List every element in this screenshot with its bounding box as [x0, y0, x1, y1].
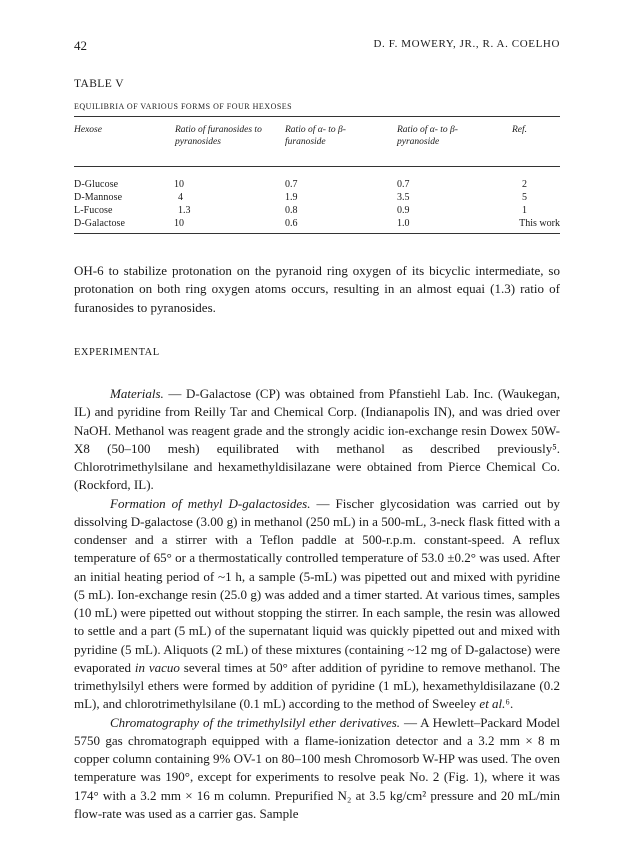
column-header-ratio-alpha-beta-pyranoside: Ratio of α- to β-pyranoside	[397, 125, 458, 147]
intro-paragraph	[74, 262, 560, 317]
table-caption: EQUILIBRIA OF VARIOUS FORMS OF FOUR HEXOSES	[74, 102, 293, 111]
cell-hexose: D-Mannose	[74, 192, 123, 203]
cell-hexose: D-Galactose	[74, 218, 126, 229]
table-row	[74, 192, 560, 204]
cell-ratio-alpha-beta-pyranoside: 1.0	[397, 218, 410, 229]
page-number: 42	[74, 38, 87, 53]
table-row	[74, 179, 560, 191]
cell-ref: 1	[522, 205, 527, 216]
section-heading: EXPERIMENTAL	[74, 347, 160, 358]
page-header	[74, 38, 560, 54]
chromatography-text: — A Hewlett–Packard Model 5750 gas chromatograph equipped with a flame-ionization detector and a 3.2 mm × 8 m copper column containing 9% OV-1 on 80–100 mesh Chromosorb W-HP was used. The oven temperature was 190°, except for experiments to resolve peak No. 2 (Fig. 1), where it was 174° with a 3.2 mm × 16 m column. Prepurified N₂ at 3.5 kg/cm² pressure and 20 mL/min flow-rate was used as a carrier gas. Sample	[74, 714, 560, 821]
cell-ratio-furanosides: 10	[174, 218, 184, 229]
cell-ratio-alpha-beta-furanoside: 0.6	[285, 218, 298, 229]
column-header-hexose: Hexose	[74, 125, 102, 135]
formation-text-2: several times at 50° after addition of pyridine to remove methanol. The trimethylsilyl ethers were formed by addition of pyridine (1 mL), hexamethyldisilazane (0.2 mL), and chlorotrimethylsilane (0.1 mL) according to the method of Sweeley	[74, 659, 560, 712]
table-header-rule	[74, 166, 560, 167]
column-header-ratio-alpha-beta-furanoside: Ratio of α- to β-furanoside	[285, 125, 346, 147]
formation-paragraph	[74, 495, 560, 714]
formation-text-3: ⁶.	[505, 696, 514, 712]
in-vacuo: in vacuo	[134, 659, 180, 675]
table-bottom-rule	[74, 233, 560, 234]
column-header-ref: Ref.	[512, 125, 528, 135]
chromatography-title: Chromatography of the trimethylsilyl ether derivatives.	[110, 714, 401, 730]
materials-text: — D-Galactose (CP) was obtained from Pfanstiehl Lab. Inc. (Waukegan, IL) and pyridine from Reilly Tar and Chemical Corp. (Indianapolis IN), and was dried over NaOH. Methanol was reagent grade and the strongly acidic ion-exchange resin Dowex 50W-X8 (50–100 mesh) equilibrated with methanol as described previously⁵. Chlorotrimethylsilane and hexamethyldisilazane were obtained from Pierce Chemical Co. (Rockford, IL).	[74, 386, 560, 493]
materials-paragraph	[74, 385, 560, 495]
et-al: et al.	[479, 696, 506, 712]
cell-ref: 2	[522, 179, 527, 190]
column-header-ratio-furanosides: Ratio of furanosides to pyranosides	[175, 125, 262, 147]
materials-title: Materials.	[110, 386, 164, 401]
cell-ratio-alpha-beta-pyranoside: 3.5	[397, 192, 410, 203]
running-head: D. F. MOWERY, JR., R. A. COELHO	[373, 38, 560, 50]
formation-text: — Fischer glycosidation was carried out by dissolving D-galactose (3.00 g) in methanol (250 mL) in a 500-mL, 3-neck flask fitted with a condenser and a stirrer with a Teflon paddle at 500-r.p.m. constant-speed. A reflux temperature of 65° or a thermostatically controlled temperature of 53.0 ±0.2° was used. After an initial heating period of ~1 h, a sample (5-mL) was pipetted out and mixed with pyridine (5 mL). Ion-exchange resin (25.0 g) was added and a timer started. At various times, samples (10 mL) were pipetted out without stopping the stirrer. In each sample, the resin was allowed to settle and a part (5 mL) of the supernatant liquid was quickly pipetted out and mixed with pyridine (5 mL). Aliquots (2 mL) of these mixtures (containing ~12 mg of D-galactose) were evaporated	[74, 495, 560, 675]
experimental-body	[74, 385, 560, 823]
table-row	[74, 218, 560, 230]
table-label: TABLE V	[74, 78, 124, 90]
intro-paragraph-text: OH-6 to stabilize protonation on the pyranoid ring oxygen of its bicyclic intermediate, so protonation on both ring oxygen atoms occurs, resulting in an almost equai (1.3) ratio of furanosides to pyranosides.	[74, 263, 560, 315]
cell-ratio-alpha-beta-furanoside: 1.9	[285, 192, 298, 203]
table-top-rule	[74, 116, 560, 117]
cell-ratio-alpha-beta-pyranoside: 0.7	[397, 179, 410, 190]
cell-hexose: D-Glucose	[74, 179, 119, 190]
formation-title: Formation of methyl D-galactosides.	[110, 495, 311, 511]
cell-hexose: L-Fucose	[74, 205, 113, 216]
cell-ratio-alpha-beta-furanoside: 0.7	[285, 179, 298, 190]
cell-ratio-alpha-beta-furanoside: 0.8	[285, 205, 298, 216]
cell-ref: 5	[522, 192, 527, 203]
cell-ratio-alpha-beta-pyranoside: 0.9	[397, 205, 410, 216]
cell-ref: This work	[519, 218, 560, 229]
table-row	[74, 205, 560, 217]
cell-ratio-furanosides: 1.3	[178, 205, 191, 216]
cell-ratio-furanosides: 10	[174, 179, 184, 190]
cell-ratio-furanosides: 4	[178, 192, 183, 203]
chromatography-paragraph	[74, 714, 560, 824]
